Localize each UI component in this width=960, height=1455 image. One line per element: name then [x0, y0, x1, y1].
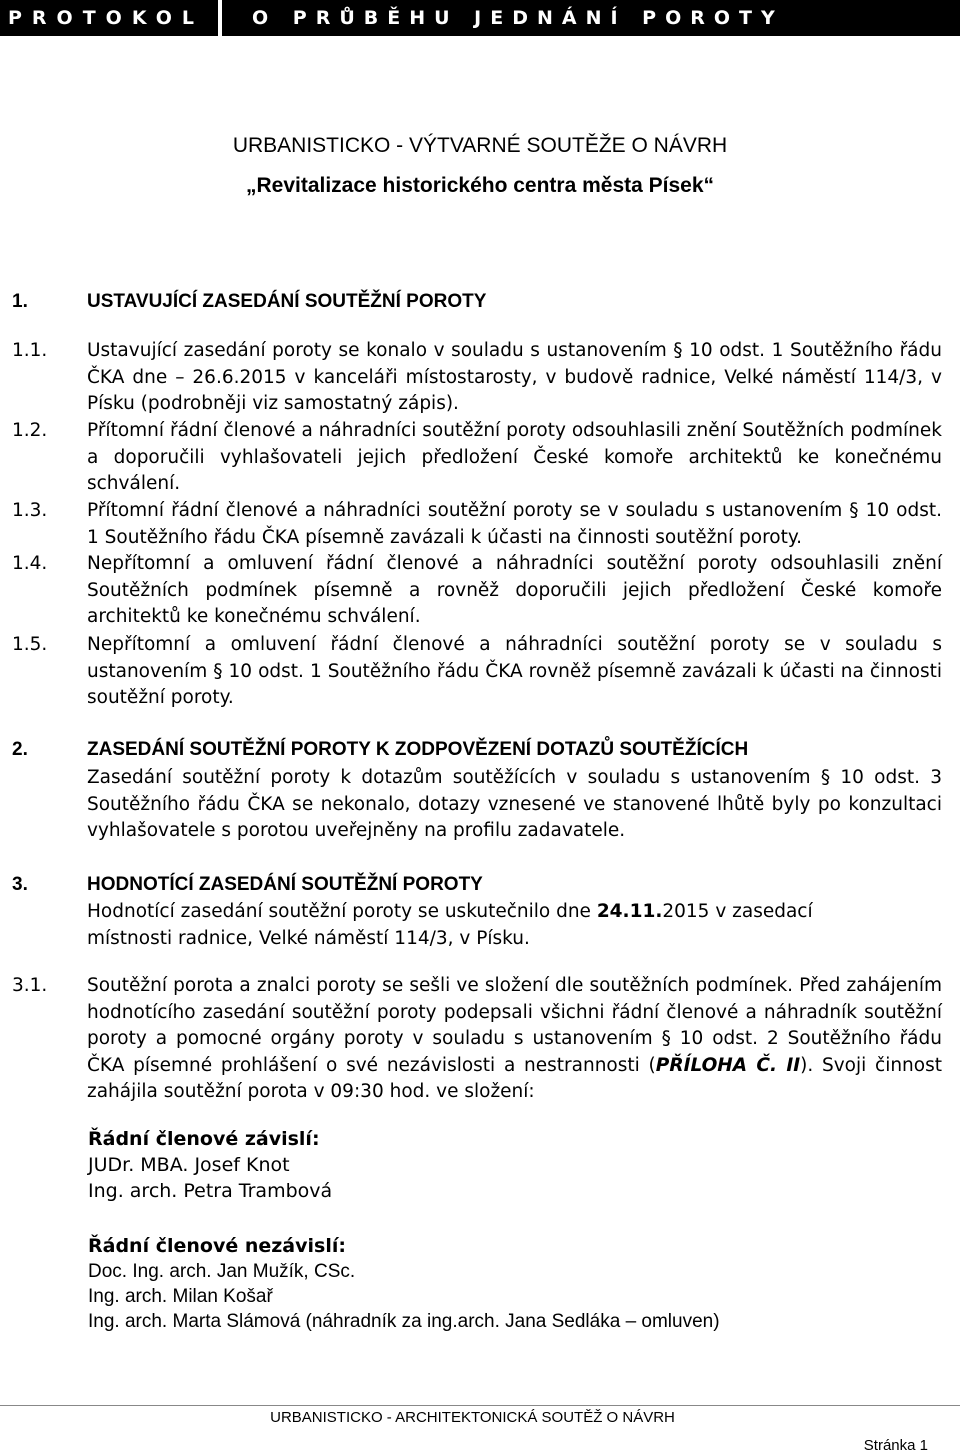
independent-heading-wrap	[88, 1233, 346, 1259]
session-date: 24.11.	[596, 901, 663, 922]
footer-divider	[0, 1405, 960, 1406]
section-1-heading: 1. USTAVUJÍCÍ ZASEDÁNÍ SOUTĚŽNÍ POROTY	[12, 291, 487, 312]
section-3-intro: Hodnotící zasedání soutěžní poroty se uskutečnilo dne 24.11.2015 v zasedací místnosti radnice, Velké náměstí 114/3, v Písku.	[87, 901, 813, 949]
header-protocol-label: PROTOKOL	[0, 0, 218, 36]
independent-members	[88, 1259, 720, 1334]
appendix-reference: PŘÍLOHA Č. II	[655, 1054, 801, 1076]
footer-text: URBANISTICKO - ARCHITEKTONICKÁ SOUTĚŽ O NÁVRH	[270, 1409, 675, 1426]
independent-heading: Řádní členové nezávislí:	[88, 1235, 346, 1257]
section-2-heading: 2. ZASEDÁNÍ SOUTĚŽNÍ POROTY K ZODPOVĚZENÍ DOTAZŮ SOUTĚŽÍCÍCH	[12, 739, 749, 760]
member-name: Doc. Ing. arch. Jan Mužík, CSc.	[88, 1261, 356, 1282]
project-title: „Revitalizace historického centra města Písek“	[245, 174, 715, 197]
member-name: Ing. arch. Marta Slámová (náhradník za ing.arch. Jana Sedláka – omluven)	[88, 1311, 720, 1332]
dependent-members	[88, 1126, 332, 1204]
member-name: Ing. arch. Milan Košař	[88, 1286, 273, 1307]
item-3-1: 3.1. Soutěžní porota a znalci poroty se sešli ve složení dle soutěžních podmínek. Před zahájením hodnotícího zasedání soutěžní poroty podepsali všichni řádní členové a náhradník soutěžní poroty a pomocné orgány poroty v souladu s ustanovením § 10 odst. 2 Soutěžního řádu ČKA písemné prohlášení o své nezávislosti a nestrannosti (PŘÍLOHA Č. II). Svoji činnost zahájila soutěžní porota v 09:30 hod. ve složení:	[12, 975, 942, 1102]
section-3-heading: 3. HODNOTÍCÍ ZASEDÁNÍ SOUTĚŽNÍ POROTY	[12, 874, 483, 895]
item-1-2: 1.2. Přítomní řádní členové a náhradníci soutěžní poroty odsouhlasili znění Soutěžních podmínek a doporučili vyhlašovateli jejich předložení České komoře architektů ke konečnému schválení.	[12, 420, 942, 494]
page-number: Stránka 1	[863, 1437, 928, 1454]
member-name: JUDr. MBA. Josef Knot	[88, 1154, 290, 1176]
member-name: Ing. arch. Petra Trambová	[88, 1180, 333, 1202]
header-subject-label: O PRŮBĚHU JEDNÁNÍ POROTY	[218, 0, 960, 36]
dependent-heading: Řádní členové závislí:	[88, 1128, 320, 1150]
section-2-text: Zasedání soutěžní poroty k dotazům soutěžících v souladu s ustanovením § 10 odst. 3 Soutěžního řádu ČKA se nekonalo, dotazy vznesené ve stanovené lhůtě byly po konzultaci vyhlašovatele s porotou uveřejněny na profilu zadavatele.	[87, 767, 942, 841]
item-1-4: 1.4. Nepřítomní a omluvení řádní členové a náhradníci soutěžní poroty odsouhlasili znění Soutěžních podmínek písemně a rovněž doporučili jejich předložení České komoře architektů ke konečnému schválení.	[12, 553, 942, 627]
item-1-5: 1.5. Nepřítomní a omluvení řádní členové a náhradníci soutěžní poroty se v souladu s ustanovením § 10 odst. 1 Soutěžního řádu ČKA rovněž písemně zavázali k účasti na činnosti soutěžní poroty.	[12, 634, 942, 708]
item-1-3: 1.3. Přítomní řádní členové a náhradníci soutěžní poroty se v souladu s ustanovením § 10 odst. 1 Soutěžního řádu ČKA písemně zavázali k účasti na činnosti soutěžní poroty.	[12, 500, 942, 548]
competition-title: URBANISTICKO - VÝTVARNÉ SOUTĚŽE O NÁVRH	[232, 134, 728, 157]
item-1-1: 1.1. Ustavující zasedání poroty se konalo v souladu s ustanovením § 10 odst. 1 Soutěžního řádu ČKA dne – 26.6.2015 v kanceláři místostarosty, v budově radnice, Velké náměstí 114/3, v Písku (podrobněji viz samostatný zápis).	[12, 340, 942, 414]
document-header-bar	[0, 0, 960, 36]
